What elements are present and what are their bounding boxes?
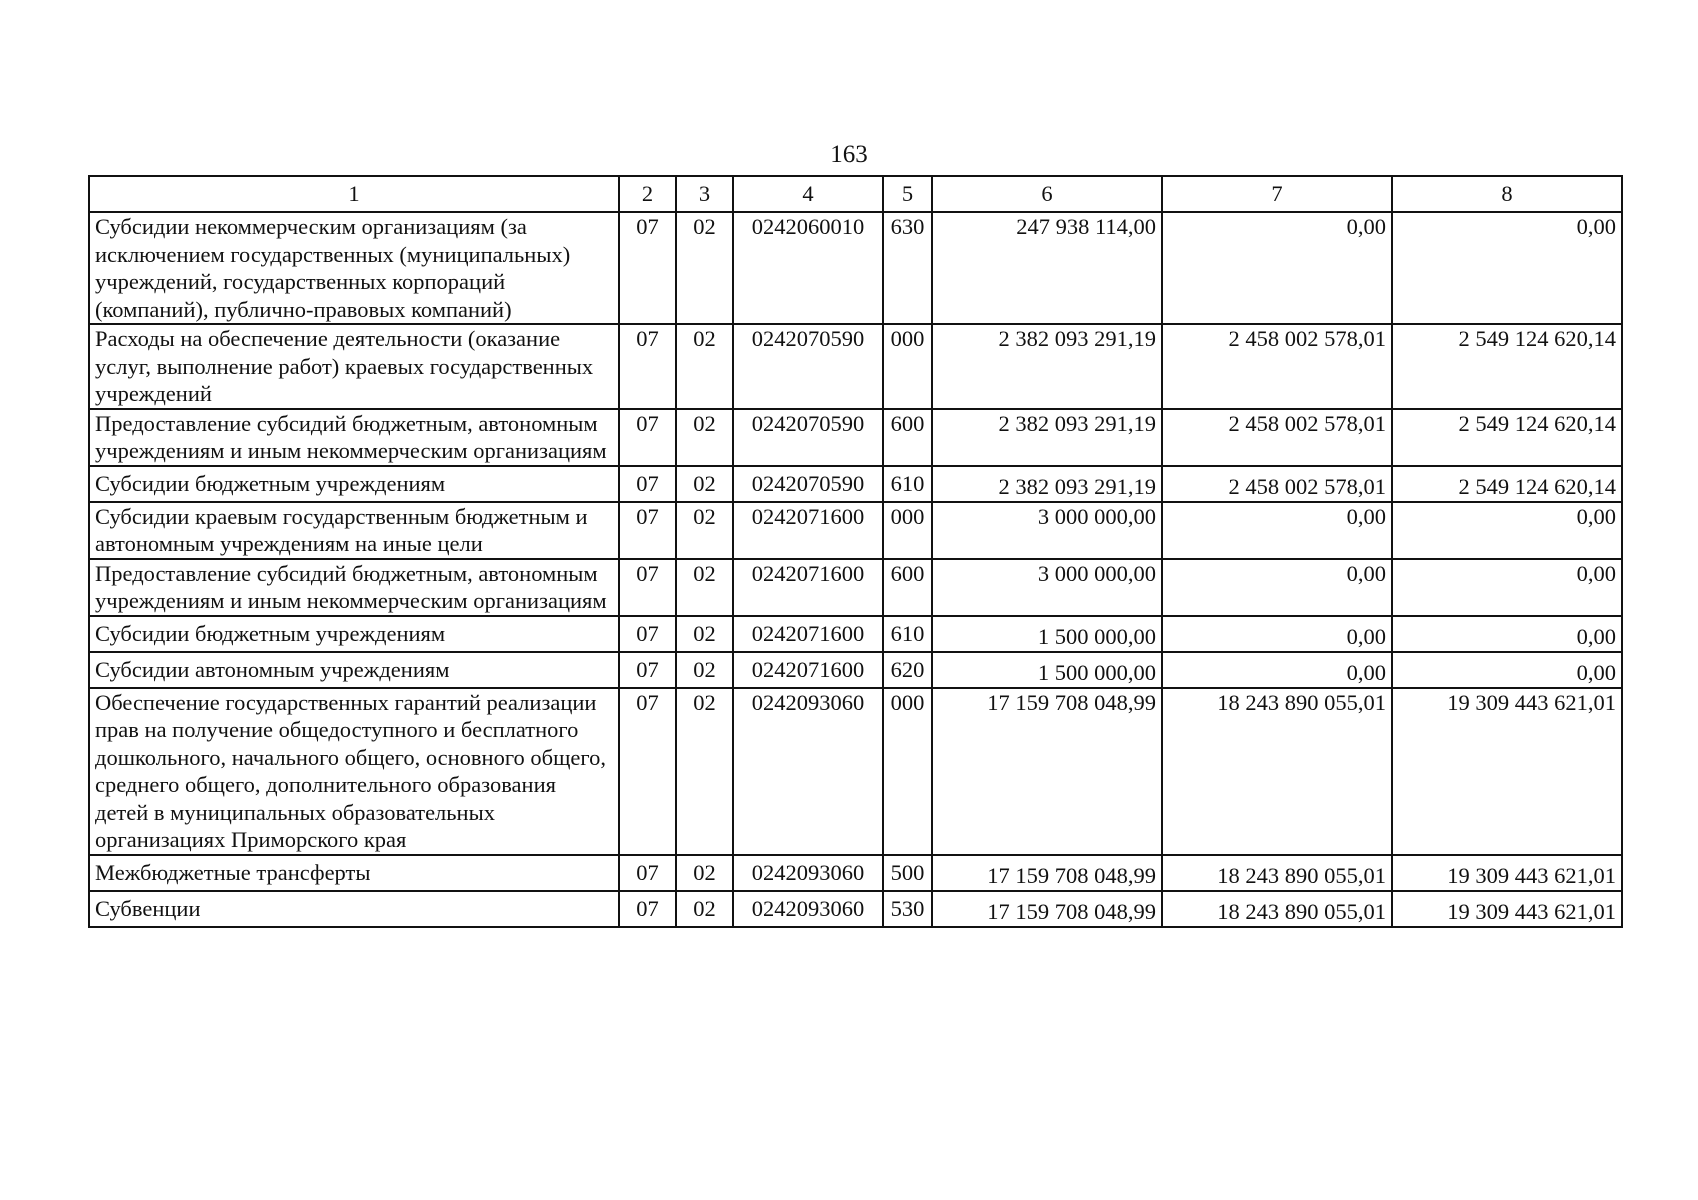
expense-type-code: 000: [883, 324, 932, 409]
section-code: 07: [619, 212, 676, 324]
expense-type-code: 630: [883, 212, 932, 324]
amount-column-6: 17 159 708 048,99: [932, 855, 1162, 891]
row-name: Предоставление субсидий бюджетным, автономным учреждениям и иным некоммерческим организациям: [89, 559, 619, 616]
section-code: 07: [619, 688, 676, 855]
expense-type-code: 610: [883, 616, 932, 652]
target-article-code: 0242093060: [733, 891, 883, 927]
table-row: [89, 212, 1622, 324]
expense-type-code: 600: [883, 409, 932, 466]
section-code: 07: [619, 502, 676, 559]
amount-column-6: 3 000 000,00: [932, 559, 1162, 616]
amount-column-6: 1 500 000,00: [932, 616, 1162, 652]
expense-type-code: 600: [883, 559, 932, 616]
amount-column-6: 1 500 000,00: [932, 652, 1162, 688]
column-header: 4: [733, 176, 883, 212]
amount-column-8: 2 549 124 620,14: [1392, 324, 1622, 409]
target-article-code: 0242071600: [733, 652, 883, 688]
row-name: Предоставление субсидий бюджетным, автономным учреждениям и иным некоммерческим организациям: [89, 409, 619, 466]
section-code: 07: [619, 324, 676, 409]
subsection-code: 02: [676, 855, 733, 891]
section-code: 07: [619, 559, 676, 616]
table-row: [89, 559, 1622, 616]
section-code: 07: [619, 891, 676, 927]
expense-type-code: 000: [883, 688, 932, 855]
amount-column-7: 0,00: [1162, 502, 1392, 559]
subsection-code: 02: [676, 652, 733, 688]
subsection-code: 02: [676, 212, 733, 324]
section-code: 07: [619, 616, 676, 652]
row-name: Субсидии некоммерческим организациям (за исключением государственных (муниципальных) учреждений, государственных корпораций (компаний), публично-правовых компаний): [89, 212, 619, 324]
amount-column-8: 0,00: [1392, 652, 1622, 688]
amount-column-8: 2 549 124 620,14: [1392, 409, 1622, 466]
amount-column-8: 0,00: [1392, 616, 1622, 652]
table-row: [89, 688, 1622, 855]
section-code: 07: [619, 409, 676, 466]
amount-column-7: 18 243 890 055,01: [1162, 688, 1392, 855]
section-code: 07: [619, 855, 676, 891]
target-article-code: 0242071600: [733, 616, 883, 652]
amount-column-8: 0,00: [1392, 212, 1622, 324]
target-article-code: 0242070590: [733, 324, 883, 409]
column-header: 1: [89, 176, 619, 212]
subsection-code: 02: [676, 891, 733, 927]
subsection-code: 02: [676, 466, 733, 502]
amount-column-7: 2 458 002 578,01: [1162, 409, 1392, 466]
row-name: Субсидии автономным учреждениям: [89, 652, 619, 688]
amount-column-8: 0,00: [1392, 559, 1622, 616]
subsection-code: 02: [676, 324, 733, 409]
column-header: 6: [932, 176, 1162, 212]
budget-table: [88, 175, 1623, 928]
amount-column-6: 17 159 708 048,99: [932, 891, 1162, 927]
amount-column-7: 0,00: [1162, 652, 1392, 688]
amount-column-8: 19 309 443 621,01: [1392, 855, 1622, 891]
amount-column-7: 0,00: [1162, 616, 1392, 652]
amount-column-7: 18 243 890 055,01: [1162, 891, 1392, 927]
amount-column-8: 2 549 124 620,14: [1392, 466, 1622, 502]
section-code: 07: [619, 466, 676, 502]
table-row: [89, 324, 1622, 409]
row-name: Межбюджетные трансферты: [89, 855, 619, 891]
subsection-code: 02: [676, 409, 733, 466]
subsection-code: 02: [676, 688, 733, 855]
amount-column-6: 2 382 093 291,19: [932, 324, 1162, 409]
table-row: [89, 652, 1622, 688]
target-article-code: 0242093060: [733, 688, 883, 855]
table-row: [89, 409, 1622, 466]
section-code: 07: [619, 652, 676, 688]
table-row: [89, 466, 1622, 502]
amount-column-6: 2 382 093 291,19: [932, 466, 1162, 502]
row-name: Субсидии бюджетным учреждениям: [89, 466, 619, 502]
target-article-code: 0242071600: [733, 502, 883, 559]
subsection-code: 02: [676, 616, 733, 652]
target-article-code: 0242070590: [733, 466, 883, 502]
column-number-row: [89, 176, 1622, 212]
amount-column-7: 2 458 002 578,01: [1162, 324, 1392, 409]
amount-column-7: 2 458 002 578,01: [1162, 466, 1392, 502]
target-article-code: 0242060010: [733, 212, 883, 324]
column-header: 7: [1162, 176, 1392, 212]
column-header: 2: [619, 176, 676, 212]
row-name: Расходы на обеспечение деятельности (оказание услуг, выполнение работ) краевых государственных учреждений: [89, 324, 619, 409]
amount-column-6: 17 159 708 048,99: [932, 688, 1162, 855]
table-row: [89, 502, 1622, 559]
amount-column-7: 18 243 890 055,01: [1162, 855, 1392, 891]
amount-column-7: 0,00: [1162, 212, 1392, 324]
amount-column-7: 0,00: [1162, 559, 1392, 616]
target-article-code: 0242070590: [733, 409, 883, 466]
amount-column-8: 0,00: [1392, 502, 1622, 559]
target-article-code: 0242093060: [733, 855, 883, 891]
row-name: Субвенции: [89, 891, 619, 927]
amount-column-6: 2 382 093 291,19: [932, 409, 1162, 466]
amount-column-6: 247 938 114,00: [932, 212, 1162, 324]
table-row: [89, 855, 1622, 891]
subsection-code: 02: [676, 559, 733, 616]
expense-type-code: 530: [883, 891, 932, 927]
target-article-code: 0242071600: [733, 559, 883, 616]
expense-type-code: 000: [883, 502, 932, 559]
table-row: [89, 616, 1622, 652]
row-name: Субсидии бюджетным учреждениям: [89, 616, 619, 652]
row-name: Субсидии краевым государственным бюджетным и автономным учреждениям на иные цели: [89, 502, 619, 559]
table-row: [89, 891, 1622, 927]
row-name: Обеспечение государственных гарантий реализации прав на получение общедоступного и бесплатного дошкольного, начального общего, основного общего, среднего общего, дополнительного образования детей в муниципальных образовательных организациях Приморского края: [89, 688, 619, 855]
page-number: 163: [830, 141, 868, 168]
column-header: 8: [1392, 176, 1622, 212]
expense-type-code: 620: [883, 652, 932, 688]
amount-column-8: 19 309 443 621,01: [1392, 688, 1622, 855]
amount-column-6: 3 000 000,00: [932, 502, 1162, 559]
column-header: 5: [883, 176, 932, 212]
column-header: 3: [676, 176, 733, 212]
subsection-code: 02: [676, 502, 733, 559]
expense-type-code: 610: [883, 466, 932, 502]
expense-type-code: 500: [883, 855, 932, 891]
amount-column-8: 19 309 443 621,01: [1392, 891, 1622, 927]
